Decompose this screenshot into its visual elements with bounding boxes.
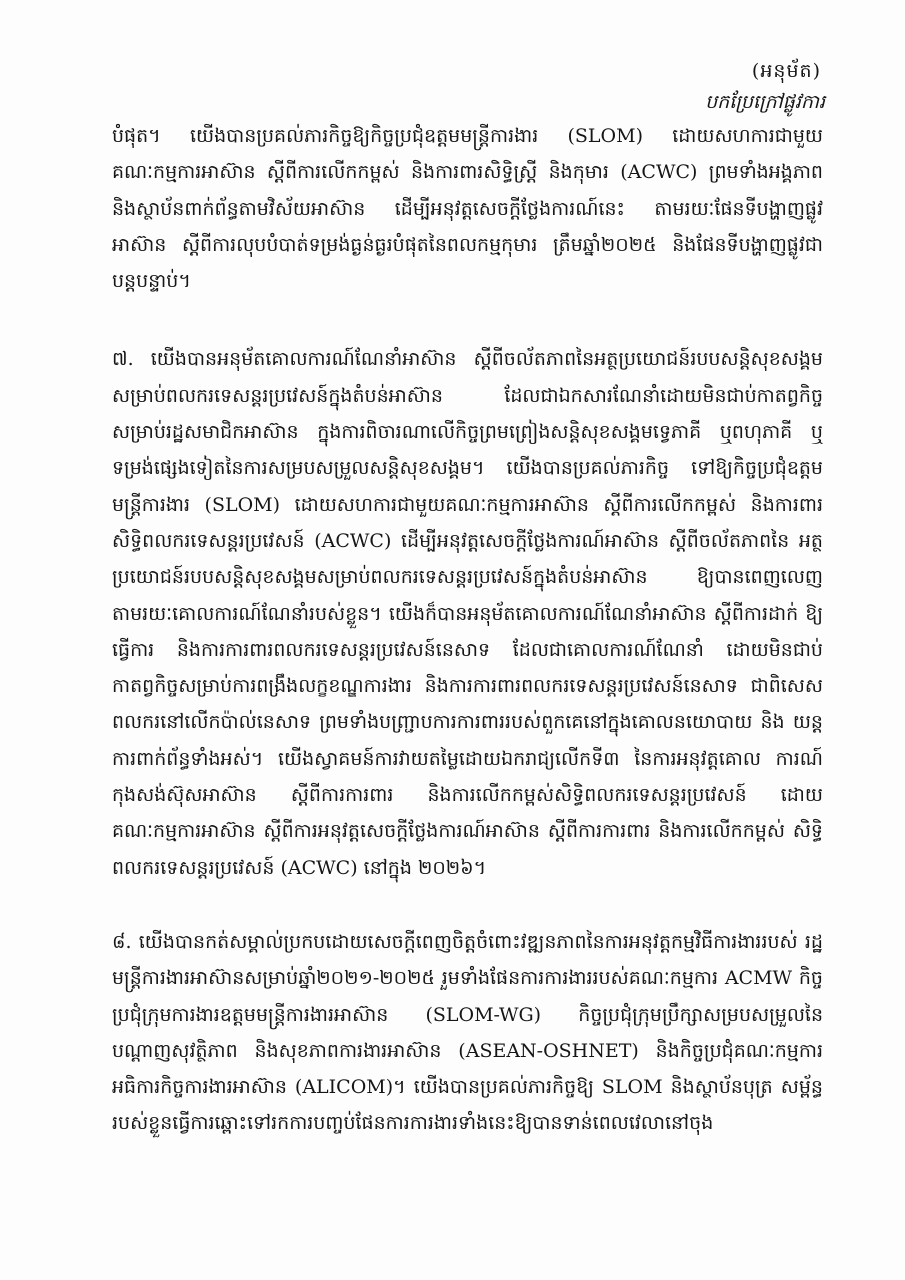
paragraph-7: ៧. យើងបានអនុម័តគោលការណ៍ណែនាំអាស៊ាន ស្តីពីចល័តភាពនៃអត្ថប្រយោជន៍របបសន្តិសុខសង្គម សម្រាប់ពលករទេសន្តរប្រវេសន៍ក្នុងតំបន់អាស៊ាន ដែលជាឯកសារណែនាំដោយមិនជាប់កាតព្វកិច្ច សម្រាប់រដ្ឋសមាជិកអាស៊ាន ក្នុងការពិចារណាលើកិច្ចព្រមព្រៀងសន្តិសុខសង្គមទ្វេភាគី ឬពហុភាគី ឬ ទម្រង់ផ្សេងទៀតនៃការសម្របសម្រួលសន្តិសុខសង្គម។ យើងបានប្រគល់ភារកិច្ច ទៅឱ្យកិច្ចប្រជុំឧត្តម មន្ត្រីការងារ (SLOM) ដោយសហការជាមួយគណៈកម្មការអាស៊ាន ស្តីពីការលើកកម្ពស់ និងការពារ សិទ្ធិពលករទេសន្តរប្រវេសន៍ (ACWC) ដើម្បីអនុវត្តសេចក្តីថ្លែងការណ៍អាស៊ាន ស្តីពីចល័តភាពនៃ អត្ថប្រយោជន៍របបសន្តិសុខសង្គមសម្រាប់ពលករទេសន្តរប្រវេសន៍ក្នុងតំបន់អាស៊ាន ឱ្យបានពេញលេញ តាមរយៈគោលការណ៍ណែនាំរបស់ខ្លួន។ យើងក៏បានអនុម័តគោលការណ៍ណែនាំអាស៊ាន ស្តីពីការដាក់ ឱ្យធ្វើការ និងការការពារពលករទេសន្តរប្រវេសន៍នេសាទ ដែលជាគោលការណ៍ណែនាំ ដោយមិនជាប់ កាតព្វកិច្ចសម្រាប់ការពង្រឹងលក្ខខណ្ឌការងារ និងការការពារពលករទេសន្តរប្រវេសន៍នេសាទ ជាពិសេស ពលករនៅលើកប៉ាល់នេសាទ ព្រមទាំងបញ្ជ្រាបការការពាររបស់ពួកគេនៅក្នុងគោលនយោបាយ និង យន្តការពាក់ព័ន្ធទាំងអស់។ យើងស្វាគមន៍ការវាយតម្លៃដោយឯករាជ្យលើកទី៣ នៃការអនុវត្តគោល ការណ៍កុងសង់ស៊ុសអាស៊ាន ស្តីពីការការពារ និងការលើកកម្ពស់សិទ្ធិពលករទេសន្តរប្រវេសន៍ ដោយ គណៈកម្មការអាស៊ាន ស្តីពីការអនុវត្តសេចក្តីថ្លែងការណ៍អាស៊ាន ស្តីពីការការពារ និងការលើកកម្ពស់ សិទ្ធិពលករទេសន្តរប្រវេសន៍ (ACWC) នៅក្នុង ២០២៦។ (112, 348, 823, 879)
paragraph-8: ៨. យើងបានកត់សម្គាល់ប្រកបដោយសេចក្តីពេញចិត្តចំពោះវឌ្ឍនភាពនៃការអនុវត្តកម្មវិធីការងាររបស់ រដ្ឋមន្ត្រីការងារអាស៊ានសម្រាប់ឆ្នាំ២០២១-២០២៥ រួមទាំងផែនការការងាររបស់គណៈកម្មការ ACMW កិច្ចប្រជុំក្រុមការងារឧត្តមមន្ត្រីការងារអាស៊ាន (SLOM-WG) កិច្ចប្រជុំក្រុមប្រឹក្សាសម្របសម្រួលនៃ បណ្តាញសុវត្ថិភាព និងសុខភាពការងារអាស៊ាន (ASEAN-OSHNET) និងកិច្ចប្រជុំគណៈកម្មការ អធិការកិច្ចការងារអាស៊ាន (ALICOM)។ យើងបានប្រគល់ភារកិច្ចឱ្យ SLOM និងស្ថាប័នបុត្រ សម្ព័ន្ធរបស់ខ្លួនធ្វើការឆ្ពោះទៅរកការបញ្ចប់ផែនការការងារទាំងនេះឱ្យបានទាន់ពេលវេលានៅចុង (112, 930, 823, 1135)
paragraph-continuation: បំផុត។ យើងបានប្រគល់ភារកិច្ចឱ្យកិច្ចប្រជុំឧត្តមមន្ត្រីការងារ (SLOM) ដោយសហការជាមួយ គណៈកម្មការអាស៊ាន ស្តីពីការលើកកម្ពស់ និងការពារសិទ្ធិស្ត្រី និងកុមារ (ACWC) ព្រមទាំងអង្គភាព និងស្ថាប័នពាក់ព័ន្ធតាមវិស័យអាស៊ាន ដើម្បីអនុវត្តសេចក្តីថ្លែងការណ៍នេះ តាមរយៈផែនទីបង្ហាញផ្លូវ អាស៊ាន ស្តីពីការលុបបំបាត់ទម្រង់ធ្ងន់ធ្ងរបំផុតនៃពលកម្មកុមារ ត្រឹមឆ្នាំ២០២៥ និងផែនទីបង្ហាញផ្លូវជា បន្តបន្ទាប់។ (112, 125, 823, 293)
document-header (112, 58, 825, 116)
annex-label: (អនុម័ត) (751, 60, 821, 82)
unofficial-translation-label: បកប្រែក្រៅផ្លូវការ (705, 91, 825, 113)
